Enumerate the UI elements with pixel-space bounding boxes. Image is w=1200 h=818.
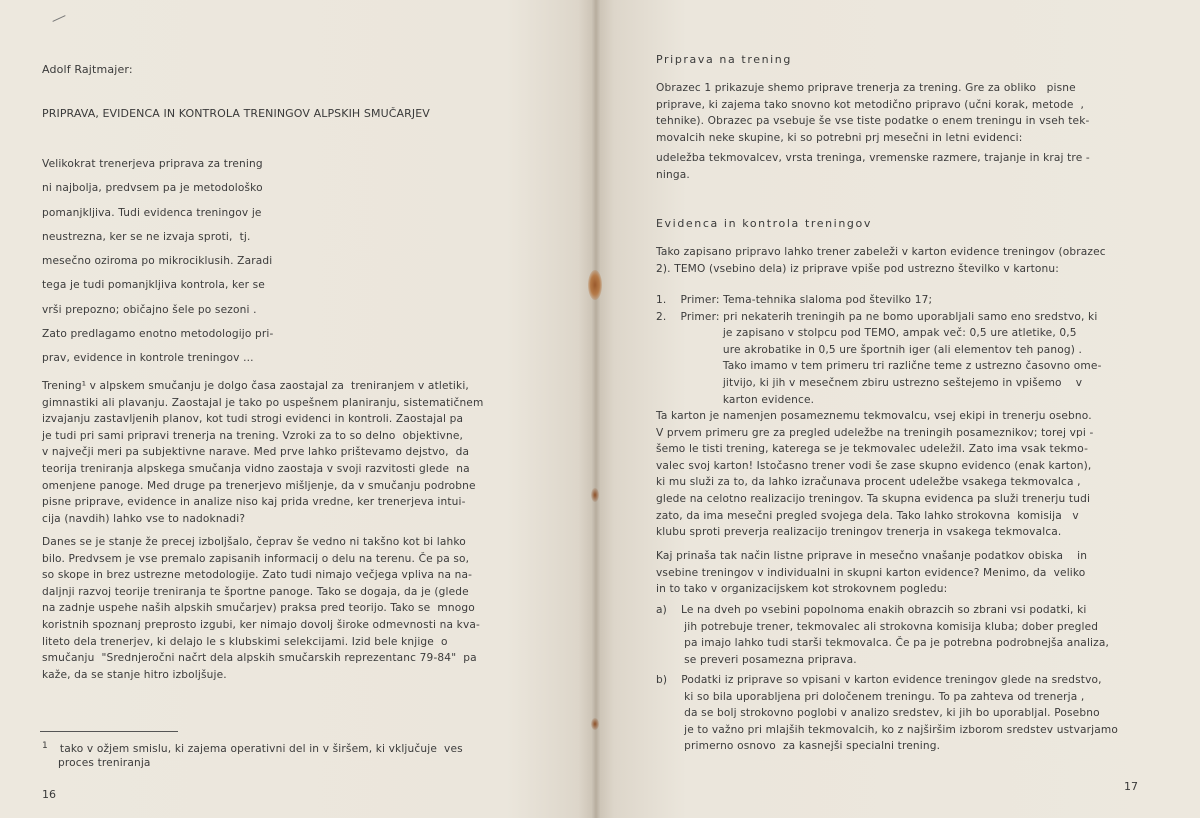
- paragraph-line: se preveri posamezna priprava.: [656, 653, 857, 666]
- binding-stain: [591, 718, 599, 730]
- paragraph-line: gimnastiki ali plavanju. Zaostajal je tako po uspešnem planiranju, sistematičnem: [42, 396, 484, 409]
- paragraph-line: valec svoj karton! Istočasno trener vodi še zase skupno evidenco (enak karton),: [656, 459, 1092, 472]
- paragraph-line: v največji meri pa subjektivne narave. Med prve lahko prištevamo dejstvo, da: [42, 446, 470, 459]
- paragraph-line: in to tako v organizacijskem kot strokovnem pogledu:: [656, 583, 948, 596]
- paragraph-line: ki mu služi za to, da lahko izračunava procent udeležbe vsakega tekmovalca ,: [656, 476, 1081, 489]
- paragraph-line: vsebine treningov v individualni in skupni karton evidence? Menimo, da veliko: [656, 566, 1086, 579]
- list-item: je zapisano v stolpcu pod TEMO, ampak več: 0,5 ure atletike, 0,5: [656, 327, 1077, 340]
- paragraph-line: a) Le na dveh po vsebini popolnoma enakih obrazcih so zbrani vsi podatki, ki: [656, 604, 1087, 616]
- footnote-line: [42, 738, 463, 755]
- paragraph-line: primerno osnovo za kasnejši specialni trening.: [656, 740, 941, 753]
- paragraph-line: teorija treniranja alpskega smučanja vidno zaostaja v svoji razvitosti glede na: [42, 462, 470, 475]
- binding-stain: [591, 488, 599, 502]
- paragraph-line: udeležba tekmovalcev, vrsta treninga, vremenske razmere, trajanje in kraj tre -: [656, 152, 1090, 164]
- paragraph-line: V prvem primeru gre za pregled udeležbe na treningih posameznikov; torej vpi -: [656, 426, 1094, 439]
- article-title: PRIPRAVA, EVIDENCA IN KONTROLA TRENINGOV ALPSKIH SMUČARJEV: [42, 107, 430, 120]
- paragraph-line: šemo le tisti trening, katerega se je tekmovalec udeležil. Zato ima vsak tekmo-: [656, 443, 1089, 456]
- list-item: 1. Primer: Tema-tehnika slaloma pod številko 17;: [656, 294, 933, 306]
- pencil-mark: [52, 15, 65, 22]
- paragraph-line: pa imajo lahko tudi starši tekmovalca. Če pa je potrebna podrobnejša analiza,: [656, 637, 1109, 650]
- paragraph-karton: [656, 244, 1106, 277]
- abstract-line: Velikokrat trenerjeva priprava za trening: [42, 158, 263, 170]
- paragraph-line: zato, da ima mesečni pregled svojega dela. Tako lahko strokovna komisija v: [656, 509, 1079, 522]
- section-heading: Priprava na trening: [656, 53, 792, 66]
- abstract-line: pomanjkljiva. Tudi evidenca treningov je: [42, 206, 262, 219]
- paragraph-line: so skope in brez ustrezne metodologije. Zato tudi nimajo večjega vpliva na na-: [42, 569, 473, 582]
- paragraph-line: glede na celotno realizacijo treningov. Ta skupna evidenca pa služi trenerju tudi: [656, 492, 1091, 505]
- abstract-line: neustrezna, ker se ne izvaja sproti, tj.: [42, 230, 251, 243]
- paragraph-line: je tudi pri sami pripravi trenerja na trening. Vzroki za to so delno objektivne,: [42, 429, 464, 442]
- paragraph-line: koristnih spoznanj preprosto izgubi, ker nimajo dovolj široke odmevnosti na kva-: [42, 618, 480, 631]
- paragraph-line: 2). TEMO (vsebino dela) iz priprave vpiše pod ustrezno številko v kartonu:: [656, 262, 1059, 275]
- paragraph-line: daljnji razvoj teorije treniranja te športne panoge. Tako se dogaja, da je (glede: [42, 585, 469, 598]
- paragraph-line: Trening¹ v alpskem smučanju je dolgo časa zaostajal za treniranjem v atletiki,: [42, 380, 469, 392]
- paragraph-line: Tako zapisano pripravo lahko trener zabeleži v karton evidence treningov (obrazec: [656, 246, 1106, 258]
- paragraph-line: kaže, da se stanje hitro izboljšuje.: [42, 668, 227, 681]
- paragraph-kaj-prinasa: [656, 548, 1087, 598]
- right-page: [596, 0, 1200, 818]
- list-item: ure akrobatike in 0,5 ure športnih iger (ali elementov teh panog) .: [656, 343, 1083, 356]
- paragraph-line: bilo. Predvsem je vse premalo zapisanih informacij o delu na terenu. Če pa so,: [42, 552, 470, 565]
- left-page: [0, 0, 596, 818]
- abstract-line: Zato predlagamo enotno metodologijo pri-: [42, 328, 274, 341]
- paragraph-line: ki so bila uporabljena pri določenem treningu. To pa zahteva od trenerja ,: [656, 690, 1085, 703]
- abstract-line: tega je tudi pomanjkljiva kontrola, ker se: [42, 279, 265, 292]
- list-item: jitvijo, ki jih v mesečnem zbiru ustrezno seštejemo in vpišemo v: [656, 376, 1083, 389]
- numbered-list: [656, 292, 1102, 408]
- book-gutter: [592, 0, 600, 818]
- paragraph-line: b) Podatki iz priprave so vpisani v karton evidence treningov glede na sredstvo,: [656, 674, 1102, 686]
- footnote-divider: [40, 731, 178, 732]
- binding-stain: [588, 270, 602, 300]
- paragraph-line: omenjene panoge. Med druge pa trenerjevo mišljenje, da v smučanju podrobne: [42, 479, 476, 492]
- abstract-line: vrši prepozno; običajno šele po sezoni .: [42, 303, 257, 316]
- paragraph-line: Kaj prinaša tak način listne priprave in mesečno vnašanje podatkov obiska in: [656, 550, 1088, 562]
- paragraph-line: smučanju "Srednjeročni načrt dela alpskih smučarskih reprezentanc 79-84" pa: [42, 652, 477, 665]
- list-item: 2. Primer: pri nekaterih treningih pa ne bomo uporabljali samo eno sredstvo, ki: [656, 310, 1098, 323]
- paragraph-line: Obrazec 1 prikazuje shemo priprave trenerja za trening. Gre za obliko pisne: [656, 82, 1076, 94]
- paragraph-line: na zadnje uspehe naših alpskih smučarjev) praksa pred teorijo. Tako se mnogo: [42, 602, 475, 615]
- footnote-mark: 1: [42, 741, 48, 751]
- page-number: 17: [1124, 780, 1138, 793]
- abstract-line: prav, evidence in kontrole treningov ...: [42, 352, 254, 365]
- list-item: Tako imamo v tem primeru tri različne teme z ustrezno časovno ome-: [656, 360, 1102, 373]
- paragraph-line: cija (navdih) lahko vse to nadoknadi?: [42, 512, 246, 525]
- paragraph-namen: [656, 408, 1093, 541]
- paragraph-danes: [42, 534, 480, 683]
- abstract-line: mesečno oziroma po mikrociklusih. Zaradi: [42, 255, 273, 268]
- abstract: [42, 152, 274, 371]
- list-item-b: [656, 672, 1118, 755]
- paragraph-line: Ta karton je namenjen posameznemu tekmovalcu, vsej ekipi in trenerju osebno.: [656, 410, 1092, 422]
- paragraph-trening: [42, 378, 483, 527]
- paragraph-line: movalcih neke skupine, ki so potrebni prj mesečni in letni evidenci:: [656, 131, 1023, 144]
- footnote-line: proces treniranja: [58, 756, 151, 769]
- paragraph-line: ninga.: [656, 168, 690, 181]
- list-item-a: [656, 602, 1109, 668]
- footnote: [42, 738, 463, 771]
- paragraph-line: tehnike). Obrazec pa vsebuje še vse tiste podatke o enem treningu in vseh tek-: [656, 115, 1090, 128]
- paragraph-line: izvajanju zastavljenih planov, kot tudi strogi evidenci in kontroli. Zaostajal pa: [42, 413, 464, 426]
- paragraph-line: liteto dela trenerjev, ki delajo le s klubskimi selekcijami. Izid bele knjige o: [42, 635, 448, 648]
- abstract-line: ni najbolja, predvsem pa je metodološko: [42, 182, 263, 195]
- section-heading: Evidenca in kontrola treningov: [656, 217, 872, 230]
- paragraph-line: klubu sproti preverja realizacijo treningov trenerja in vsakega tekmovalca.: [656, 526, 1062, 539]
- paragraph-line: Danes se je stanje že precej izboljšalo, čeprav še vedno ni takšno kot bi lahko: [42, 536, 466, 548]
- paragraph-line: je to važno pri mlajših tekmovalcih, ko z najširšim izborom sredstev ustvarjamo: [656, 723, 1118, 736]
- paragraph-udelezba: [656, 150, 1090, 183]
- paragraph-line: priprave, ki zajema tako snovno kot metodično pripravo (učni korak, metode ,: [656, 98, 1085, 111]
- footnote-text: tako v ožjem smislu, ki zajema operativni del in v širšem, ki vključuje ves: [59, 743, 463, 755]
- paragraph-obrazec: [656, 80, 1089, 146]
- list-item: karton evidence.: [656, 393, 815, 406]
- paragraph-line: pisne priprave, evidence in analize niso kaj prida vredne, ker trenerjeva intui-: [42, 496, 466, 509]
- paragraph-line: jih potrebuje trener, tekmovalec ali strokovna komisija kluba; dober pregled: [656, 620, 1099, 633]
- author-name: Adolf Rajtmajer:: [42, 63, 133, 76]
- paragraph-line: da se bolj strokovno poglobi v analizo sredstev, ki jih bo uporabljal. Posebno: [656, 707, 1100, 720]
- page-number: 16: [42, 788, 56, 801]
